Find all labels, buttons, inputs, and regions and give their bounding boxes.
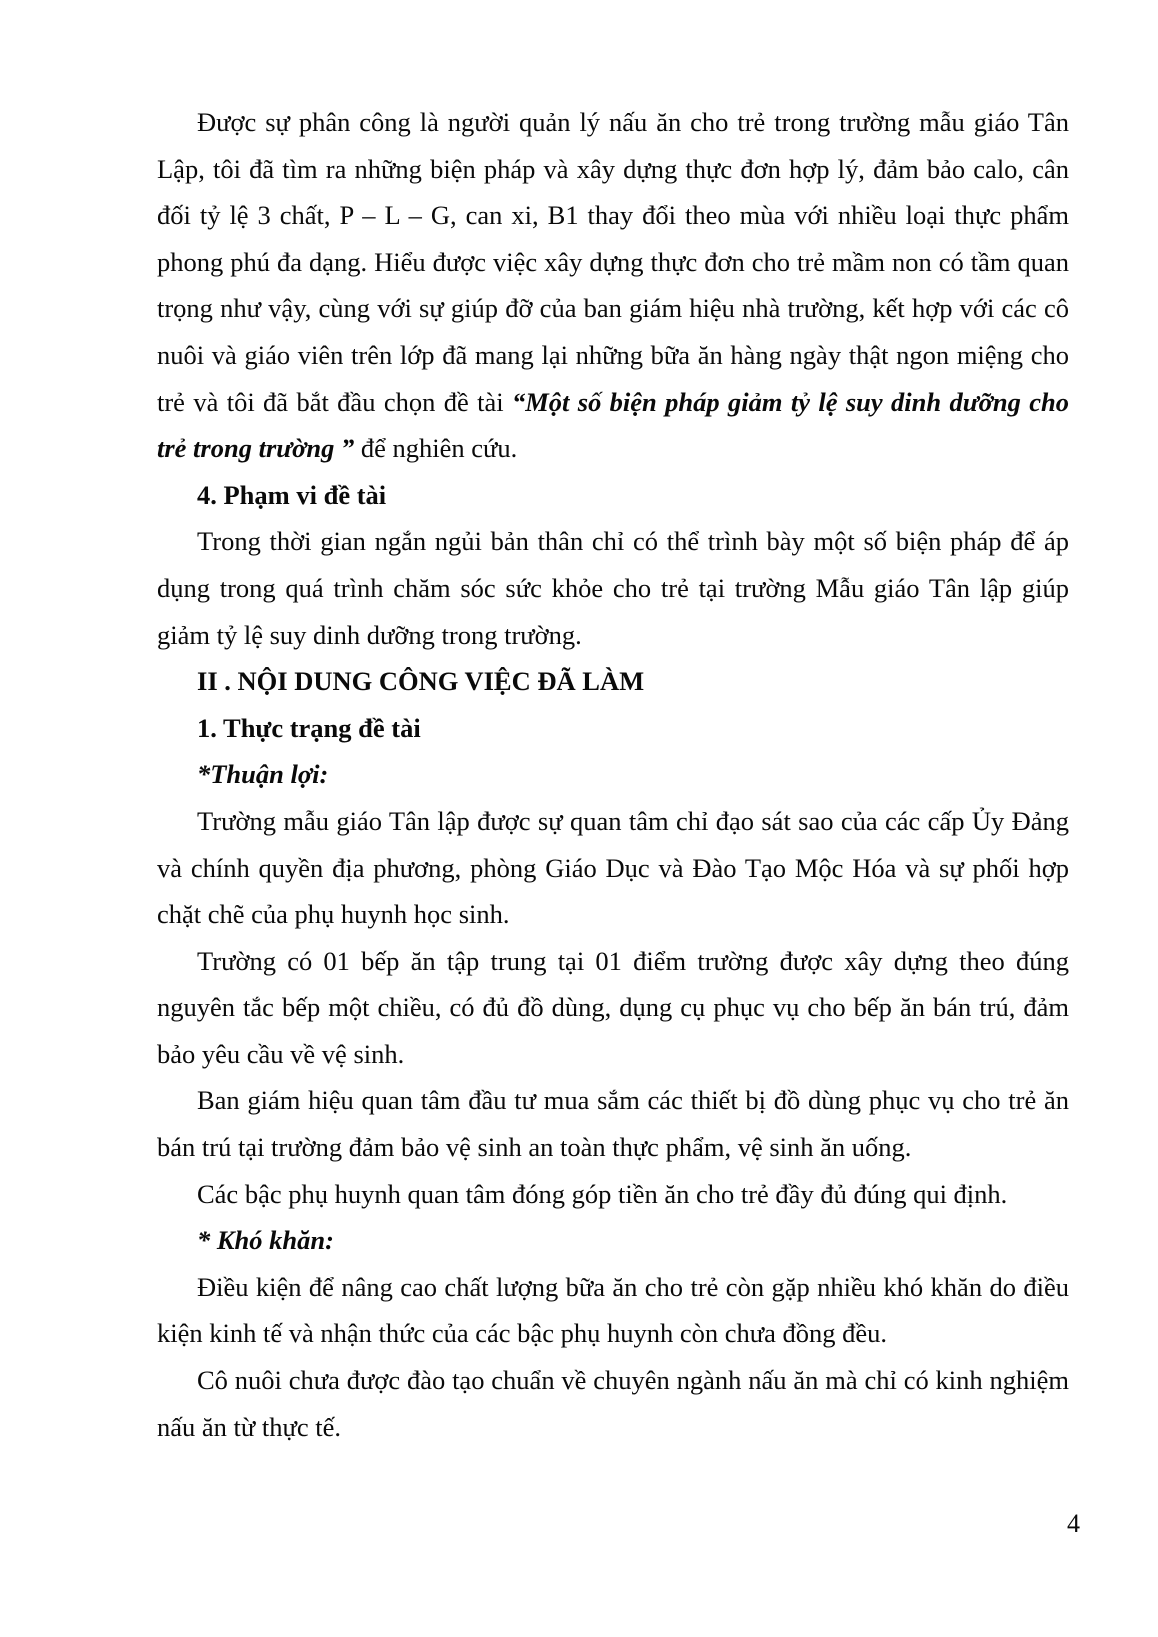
paragraph-advantage-4: Các bậc phụ huynh quan tâm đóng góp tiền ăn cho trẻ đầy đủ đúng qui định. [197,1178,1008,1209]
heading-advantages: *Thuận lợi: [197,759,329,790]
page-number: 4 [1067,1509,1080,1538]
paragraph-intro-ending: để nghiên cứu. [360,433,518,464]
paragraph-scope: Trong thời gian ngắn ngủi bản thân chỉ có thể trình bày một số biện pháp để áp dụng trong quá trình chăm sóc sức khỏe cho trẻ tại trường Mẫu giáo Tân lập giúp giảm tỷ lệ suy dinh dưỡng trong trường. [157,526,1069,650]
paragraph-advantage-3: Ban giám hiệu quan tâm đầu tư mua sắm các thiết bị đồ dùng phục vụ cho trẻ ăn bán trú tại trường đảm bảo vệ sinh an toàn thực phẩm, vệ sinh ăn uống. [157,1085,1069,1163]
topic-title-emphasis: “Một số biện pháp giảm tỷ lệ suy dinh dưỡng cho trẻ trong trường ” [157,386,1069,464]
paragraph-intro-text: Được sự phân công là người quản lý nấu ăn cho trẻ trong trường mẫu giáo Tân Lập, tôi đã tìm ra những biện pháp và xây dựng thực đơn hợp lý, đảm bảo calo, cân đối tỷ lệ 3 chất, P – L – G, can xi, B1 thay đổi theo mùa với nhiều loại thực phẩm phong phú đa dạng. Hiểu được việc xây dựng thực đơn cho trẻ mầm non có tầm quan trọng như vậy, cùng với sự giúp đỡ của ban giám hiệu nhà trường, kết hợp với các cô nuôi và giáo viên trên lớp đã mang lại những bữa ăn hàng ngày thật ngon miệng cho trẻ và tôi đã bắt đầu chọn đề tài [157,107,1069,417]
heading-difficulties: * Khó khăn: [197,1225,334,1256]
document-content [157,99,1069,1450]
heading-scope: 4. Phạm vi đề tài [197,479,387,510]
paragraph-advantage-1: Trường mẫu giáo Tân lập được sự quan tâm chỉ đạo sát sao của các cấp Ủy Đảng và chính quyền địa phương, phòng Giáo Dục và Đào Tạo Mộc Hóa và sự phối hợp chặt chẽ của phụ huynh học sinh. [157,805,1069,930]
heading-status: 1. Thực trạng đề tài [197,712,421,743]
paragraph-advantage-2: Trường có 01 bếp ăn tập trung tại 01 điểm trường được xây dựng theo đúng nguyên tắc bếp một chiều, có đủ đồ dùng, dụng cụ phục vụ cho bếp ăn bán trú, đảm bảo yêu cầu về vệ sinh. [157,945,1069,1069]
paragraph-difficulty-1: Điều kiện để nâng cao chất lượng bữa ăn cho trẻ còn gặp nhiều khó khăn do điều kiện kinh tế và nhận thức của các bậc phụ huynh còn chưa đồng đều. [157,1271,1069,1349]
paragraph-intro [157,99,1069,472]
heading-main-section: II . NỘI DUNG CÔNG VIỆC ĐÃ LÀM [197,666,645,697]
paragraph-difficulty-2: Cô nuôi chưa được đào tạo chuẩn về chuyên ngành nấu ăn mà chỉ có kinh nghiệm nấu ăn từ thực tế. [157,1365,1069,1442]
